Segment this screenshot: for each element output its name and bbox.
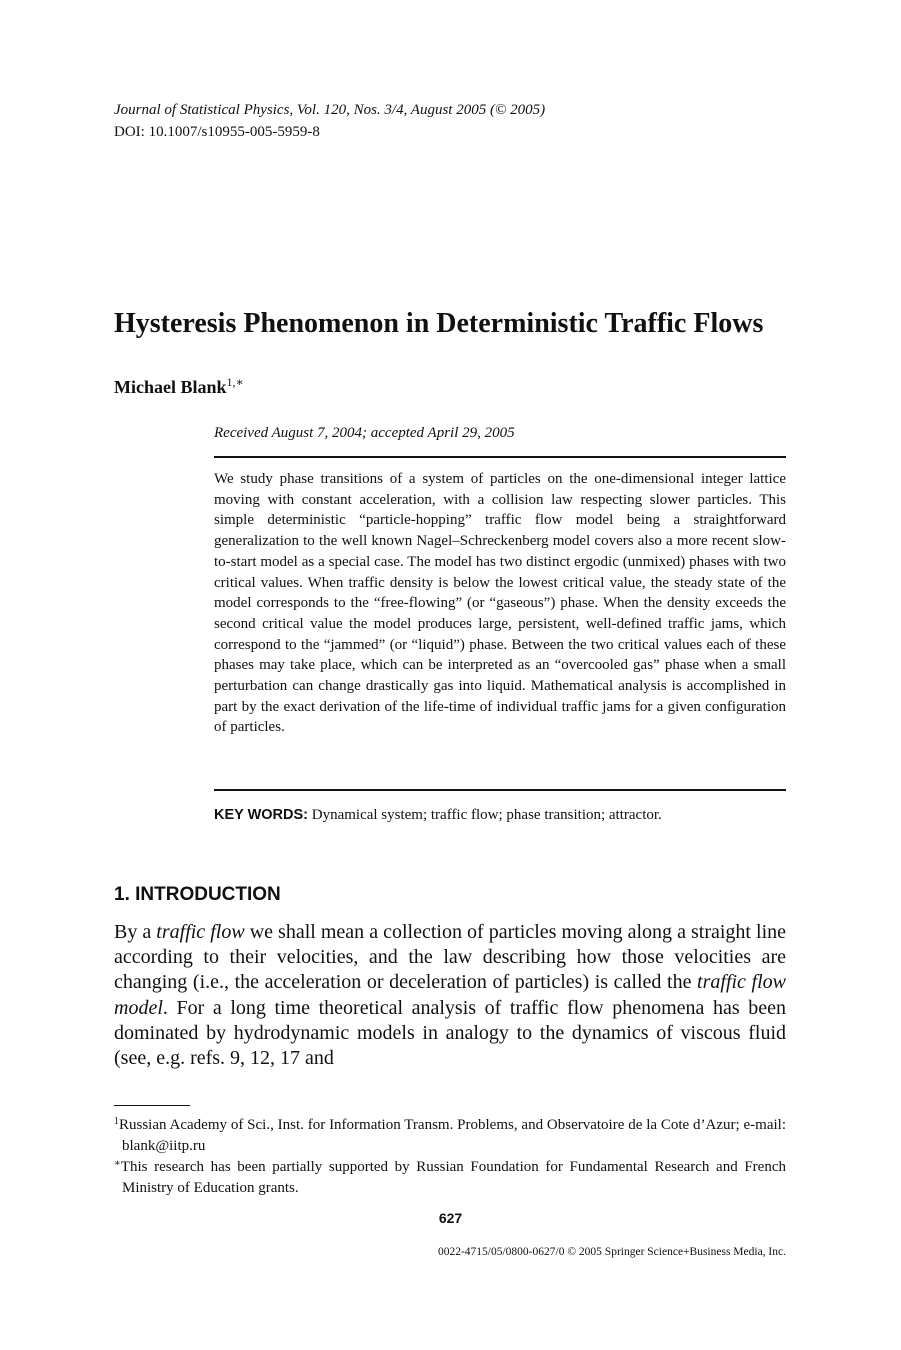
received-dates: Received August 7, 2004; accepted April 29, 2005 [214, 425, 515, 441]
footnote-mark: ∗ [114, 1158, 121, 1169]
keywords-label: KEY WORDS: [214, 807, 308, 823]
footnote-affiliation [114, 1111, 786, 1157]
abstract-bottom-rule [214, 789, 786, 791]
abstract: We study phase transitions of a system of particles on the one-dimensional integer lattice moving with constant acceleration, with a collision law respecting slower particles. This simple deterministic “particle-hopping” traffic flow model being a straightforward generalization to the well known Nagel–Schreckenberg model covers also a more recent slow-to-start model as a special case. The model has two distinct ergodic (unmixed) phases with two critical values. When traffic density is below the lowest critical value, the steady state of the model corresponds to the “free-flowing” (or “gaseous”) phase. When the density exceeds the second critical value the model produces large, persistent, well-defined traffic jams, which correspond to the “jammed” (or “liquid”) phase. Between the two critical values each of these phases may take place, which can be interpreted as an “overcooled gas” phase when a small perturbation can change drastically gas into liquid. Mathematical analysis is accomplished in part by the exact derivation of the life-time of individual traffic jams for a given configuration of particles. [214, 471, 786, 736]
intro-emphasis: traffic flow [156, 921, 245, 943]
footnote-rule [114, 1105, 190, 1106]
doi: DOI: 10.1007/s10955-005-5959-8 [114, 124, 320, 140]
intro-text: By a [114, 921, 157, 943]
section-heading-introduction: 1. INTRODUCTION [114, 884, 281, 905]
footnote-text: This research has been partially supported by Russian Foundation for Fundamental Research and French Ministry of Education grants. [120, 1159, 786, 1196]
introduction-paragraph [114, 920, 786, 1071]
author [114, 369, 244, 400]
intro-text: we shall mean a collection of particles moving along a straight line according to their velocities, and the law describing how those velocities are changing (i.e., the acceleration or deceleration of particles) is called the [114, 921, 787, 994]
paper-title: Hysteresis Phenomenon in Deterministic Traffic Flows [114, 308, 764, 339]
keywords-text: Dynamical system; traffic flow; phase transition; attractor. [311, 807, 662, 823]
intro-text: . For a long time theoretical analysis of traffic flow phenomena has been dominated by hydrodynamic models in analogy to the dynamics of viscous fluid (see, e.g. refs. 9, 12, 17 and [114, 996, 786, 1070]
intro-emphasis: traffic flow model [114, 971, 786, 1019]
page-number: 627 [438, 1210, 463, 1226]
abstract-top-rule [214, 456, 786, 458]
footnote-funding [114, 1153, 786, 1199]
author-name: Michael Blank [114, 377, 227, 397]
copyright-line: 0022-4715/05/0800-0627/0 © 2005 Springer Science+Business Media, Inc. [437, 1246, 786, 1258]
keywords [214, 804, 662, 826]
journal-citation: Journal of Statistical Physics, Vol. 120, Nos. 3/4, August 2005 (© 2005) [114, 102, 546, 118]
footnote-mark: 1 [114, 1116, 119, 1127]
footnote-text: Russian Academy of Sci., Inst. for Information Transm. Problems, and Observatoire de la Cote d’Azur; e-mail: blank@iitp.ru [119, 1117, 786, 1154]
author-affiliation-marks: 1,∗ [226, 375, 244, 389]
